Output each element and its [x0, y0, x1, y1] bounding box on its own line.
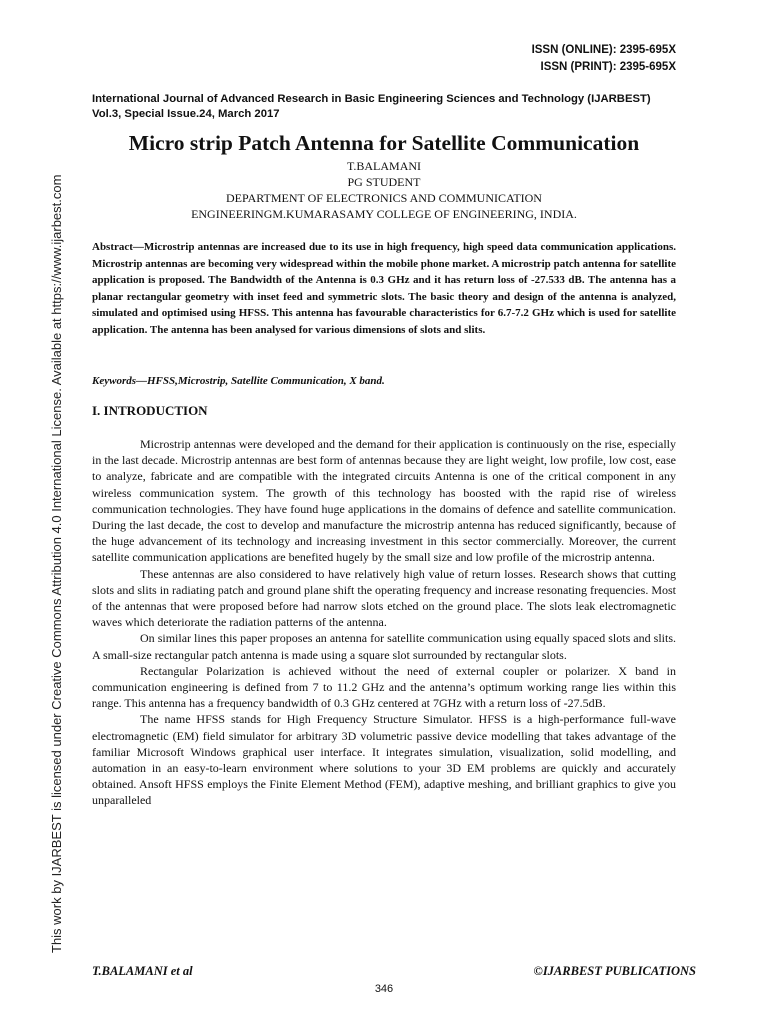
paragraph: Microstrip antennas were developed and the demand for their application is continuously on the rise, especially in the last decade. Microstrip antennas are best form of antennas because they are light weight, low profile, low cost, ease to analyze, fabricate and are compatible with the integrated circuits Antenna is one of the critical component in any wireless communication system. The growth of this technology has boosted with the rapid rise of wireless communication technologies. They have found huge applications in the domains of defence and satellite communication. During the last decade, the cost to develop and manufacture the microstrip antenna has reduced significantly, because of the huge advancement of its technology and increasing investment in this sector commercially. Moreover, the current satellite communication applications are benefited hugely by the small size and low profile of the microstrip antenna. [92, 437, 676, 565]
paper-title: Micro strip Patch Antenna for Satellite Communication [128, 131, 640, 155]
issn-print: ISSN (PRINT): 2395-695X [540, 61, 676, 73]
journal-name: International Journal of Advanced Research in Basic Engineering Sciences and Technology (IJARBEST) [92, 93, 651, 105]
footer-author: T.BALAMANI et al [92, 964, 193, 978]
abstract: Abstract—Microstrip antennas are increased due to its use in high frequency, high speed data communication applications. Microstrip antennas are becoming very widespread within the mobile phone market. A microstrip patch antenna for satellite application is proposed. The Bandwidth of the Antenna is 0.3 GHz and it has return loss of -27.533 dB. The antenna has a planar rectangular geometry with inset feed and symmetric slots. The basic theory and design of the antenna is analyzed, simulated and optimised using HFSS. This antenna has favourable characteristics for 6.7-7.2 GHz which is used for satellite application. The antenna has been analysed for various dimensions of slots and slits. [92, 241, 676, 336]
journal-volume: Vol.3, Special Issue.24, March 2017 [92, 108, 280, 120]
paragraph: Rectangular Polarization is achieved without the need of external coupler or polarizer. X band in communication engineering is defined from 7 to 11.2 GHz and the antenna’s optimum working range lies within this range. This antenna has a frequency bandwidth of 0.3 GHz centered at 7GHz with a return loss of -27.5dB. [92, 663, 676, 711]
paragraph: On similar lines this paper proposes an antenna for satellite communication using equally spaced slots and slits. A small-size rectangular patch antenna is made using a square slot surrounded by rectangular slots. [92, 631, 676, 662]
issn-block [532, 42, 676, 76]
introduction-body [92, 436, 676, 809]
issn-online: ISSN (ONLINE): 2395-695X [531, 44, 676, 56]
author-position: PG STUDENT [347, 175, 421, 189]
paragraph: The name HFSS stands for High Frequency Structure Simulator. HFSS is a high-performance full-wave electromagnetic (EM) field simulator for arbitrary 3D volumetric passive device modelling that takes advantage of the familiar Microsoft Windows graphical user interface. It integrates simulation, visualization, solid modelling, and automation in an easy-to-learn environment where solutions to your 3D EM problems are quickly and accurately obtained. Ansoft HFSS employs the Finite Element Method (FEM), adaptive meshing, and brilliant graphics to give you unparalleled [92, 712, 676, 808]
paragraph: These antennas are also considered to have relatively high value of return losses. Research shows that cutting slots and slits in radiating patch and ground plane shift the operating frequency and increase resonating frequencies. Most of the antennas that were proposed before had narrow slots etched on the ground place. The slots leak electromagnetic waves which deteriorate the radiation patterns of the antenna. [92, 566, 676, 630]
page-number: 346 [374, 983, 394, 995]
keywords: Keywords—HFSS,Microstrip, Satellite Communication, X band. [92, 375, 385, 387]
section-heading: I. INTRODUCTION [92, 403, 208, 418]
author-department: DEPARTMENT OF ELECTRONICS AND COMMUNICATION [226, 191, 542, 205]
author-block [92, 158, 676, 222]
author-institution: ENGINEERINGM.KUMARASAMY COLLEGE OF ENGINEERING, INDIA. [191, 207, 577, 221]
journal-header [92, 92, 692, 122]
license-sidebar: This work by IJARBEST is licensed under Creative Commons Attribution 4.0 International License. Available at https://www.ijarbest.com [49, 174, 64, 953]
author-name: T.BALAMANI [346, 159, 422, 173]
footer-publisher: ©IJARBEST PUBLICATIONS [533, 964, 696, 978]
